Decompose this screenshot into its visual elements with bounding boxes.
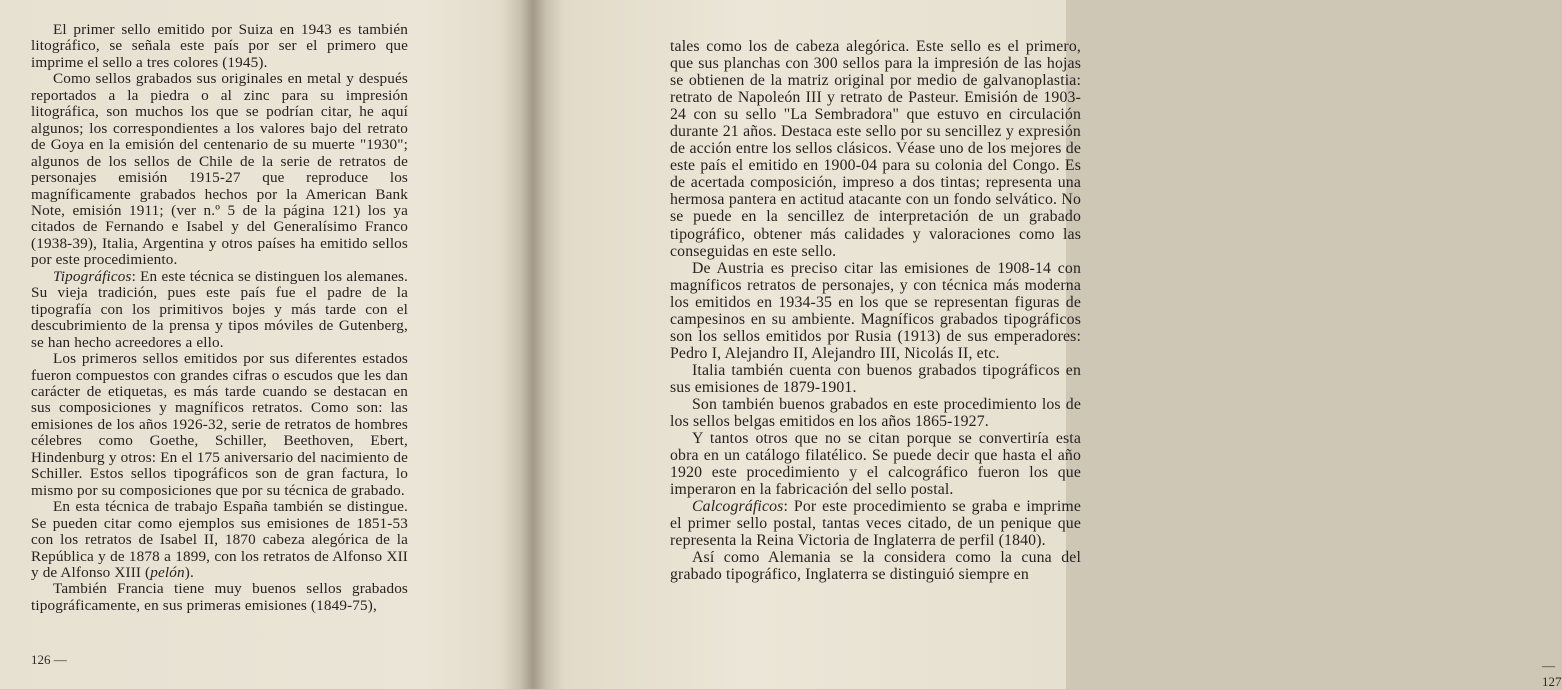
page-number: 126 — [31,652,67,667]
paragraph: Así como Alemania se la considera como la cuna del grabado tipográfico, Inglaterra se distinguió siempre en [670,549,1081,584]
paragraph: También Francia tiene muy buenos sellos grabados tipográficamente, en sus primeras emisiones (1849-75), [31,580,408,614]
right-page-text [670,38,1081,584]
paragraph: De Austria es preciso citar las emisiones de 1908-14 con magníficos retratos de personajes, y con técnica más moderna los emitidos en 1934-35 en los que se representan figuras de campesinos en su ambiente. Magníficos grabados tipográficos son los sellos emitidos por Rusia (1913) de sus emperadores: Pedro I, Alejandro II, Alejandro III, Nicolás II, etc. [670,259,1081,362]
paragraph: Italia también cuenta con buenos grabados tipográficos en sus emisiones de 1879-1901. [670,361,1081,396]
left-page-text [31,22,408,614]
paragraph: Tipográficos: En este técnica se distinguen los alemanes. Su vieja tradición, pues este país fue el padre de la tipografía con los primitivos bojes y más tarde con el descubrimiento de la prensa y tipos móviles de Gutenberg, se han hecho acreedores a ello. [31,267,408,351]
paragraph: Como sellos grabados sus originales en metal y después reportados a la piedra o al zinc para su impresión litográfica, son muchos los que se podrían citar, he aquí algunos; los correspondientes a los valores bajo del retrato de Goya en la emisión del centenario de su muerte "1930"; algunos de los sellos de Chile de la serie de retratos de personajes emisión 1915-27 que reproduce los magníficamente grabados hechos por la American Bank Note, emisión 1911; (ver n.º 5 de la página 121) los ya citados de Fernando e Isabel y del Generalísimo Franco (1938-39), Italia, Argentina y otros países ha emitido sellos por este procedimiento. [31,70,408,269]
page-number: — 127 [1542,658,1562,689]
section-label: Tipográficos [53,267,132,285]
paragraph: En esta técnica de trabajo España también se distingue. Se pueden citar como ejemplos sus emisiones de 1851-53 con los retratos de Isabel II, 1870 cabeza alegórica de la República y de 1878 a 1899, con los retratos de Alfonso XII y de Alfonso XIII (pelón). [31,498,408,581]
paragraph: tales como los de cabeza alegórica. Este sello es el primero, que sus planchas con 300 sellos para la impresión de las hojas se obtienen de la matriz original por medio de galvanoplastia: retrato de Napoleón III y retrato de Pasteur. Emisión de 1903-24 con su sello "La Sembradora" que estuvo en circulación durante 21 años. Destaca este sello por su sencillez y expresión de acción entre los sellos clásicos. Véase uno de los mejores de este país el emitido en 1900-04 para su colonia del Congo. Es de acertada composición, impreso a dos tintas; representa una hermosa pantera en actitud atacante con un fondo selvático. No se puede en la sencillez de interpretación de un grabado tipográfico, obtener más calidades y valoraciones como las conseguidas en este sello. [670,38,1081,260]
right-page [534,0,1562,689]
paragraph: Son también buenos grabados en este procedimiento los de los sellos belgas emitidos en los años 1865-1927. [670,395,1081,431]
paragraph: El primer sello emitido por Suiza en 1943 es también litográfico, se señala este país por ser el primero que imprime el sello a tres colores (1945). [31,21,408,71]
paragraph: Los primeros sellos emitidos por sus diferentes estados fueron compuestos con grandes cifras o escudos que les dan carácter de etiquetas, es más tarde cuando se destacan en sus composiciones y magníficos retratos. Como son: las emisiones de los años 1926-32, serie de retratos de hombres célebres como Goethe, Schiller, Beethoven, Ebert, Hindenburg y otros: En el 175 aniversario del nacimiento de Schiller. Estos sellos tipográficos son de gran factura, lo mismo por su composiciones que por su técnica de grabado. [31,350,408,499]
paragraph: Calcográficos: Por este procedimiento se graba e imprime el primer sello postal, tantas veces citado, de un penique que representa la Reina Victoria de Inglaterra de perfil (1840). [670,498,1081,550]
section-label: Calcográficos [692,498,784,516]
left-page [0,0,532,689]
paragraph: Y tantos otros que no se citan porque se convertiría esta obra en un catálogo filatélico. Se puede decir que hasta el año 1920 este procedimiento y el calcográfico fueron los que imperaron en la fabricación del sello postal. [670,430,1081,499]
